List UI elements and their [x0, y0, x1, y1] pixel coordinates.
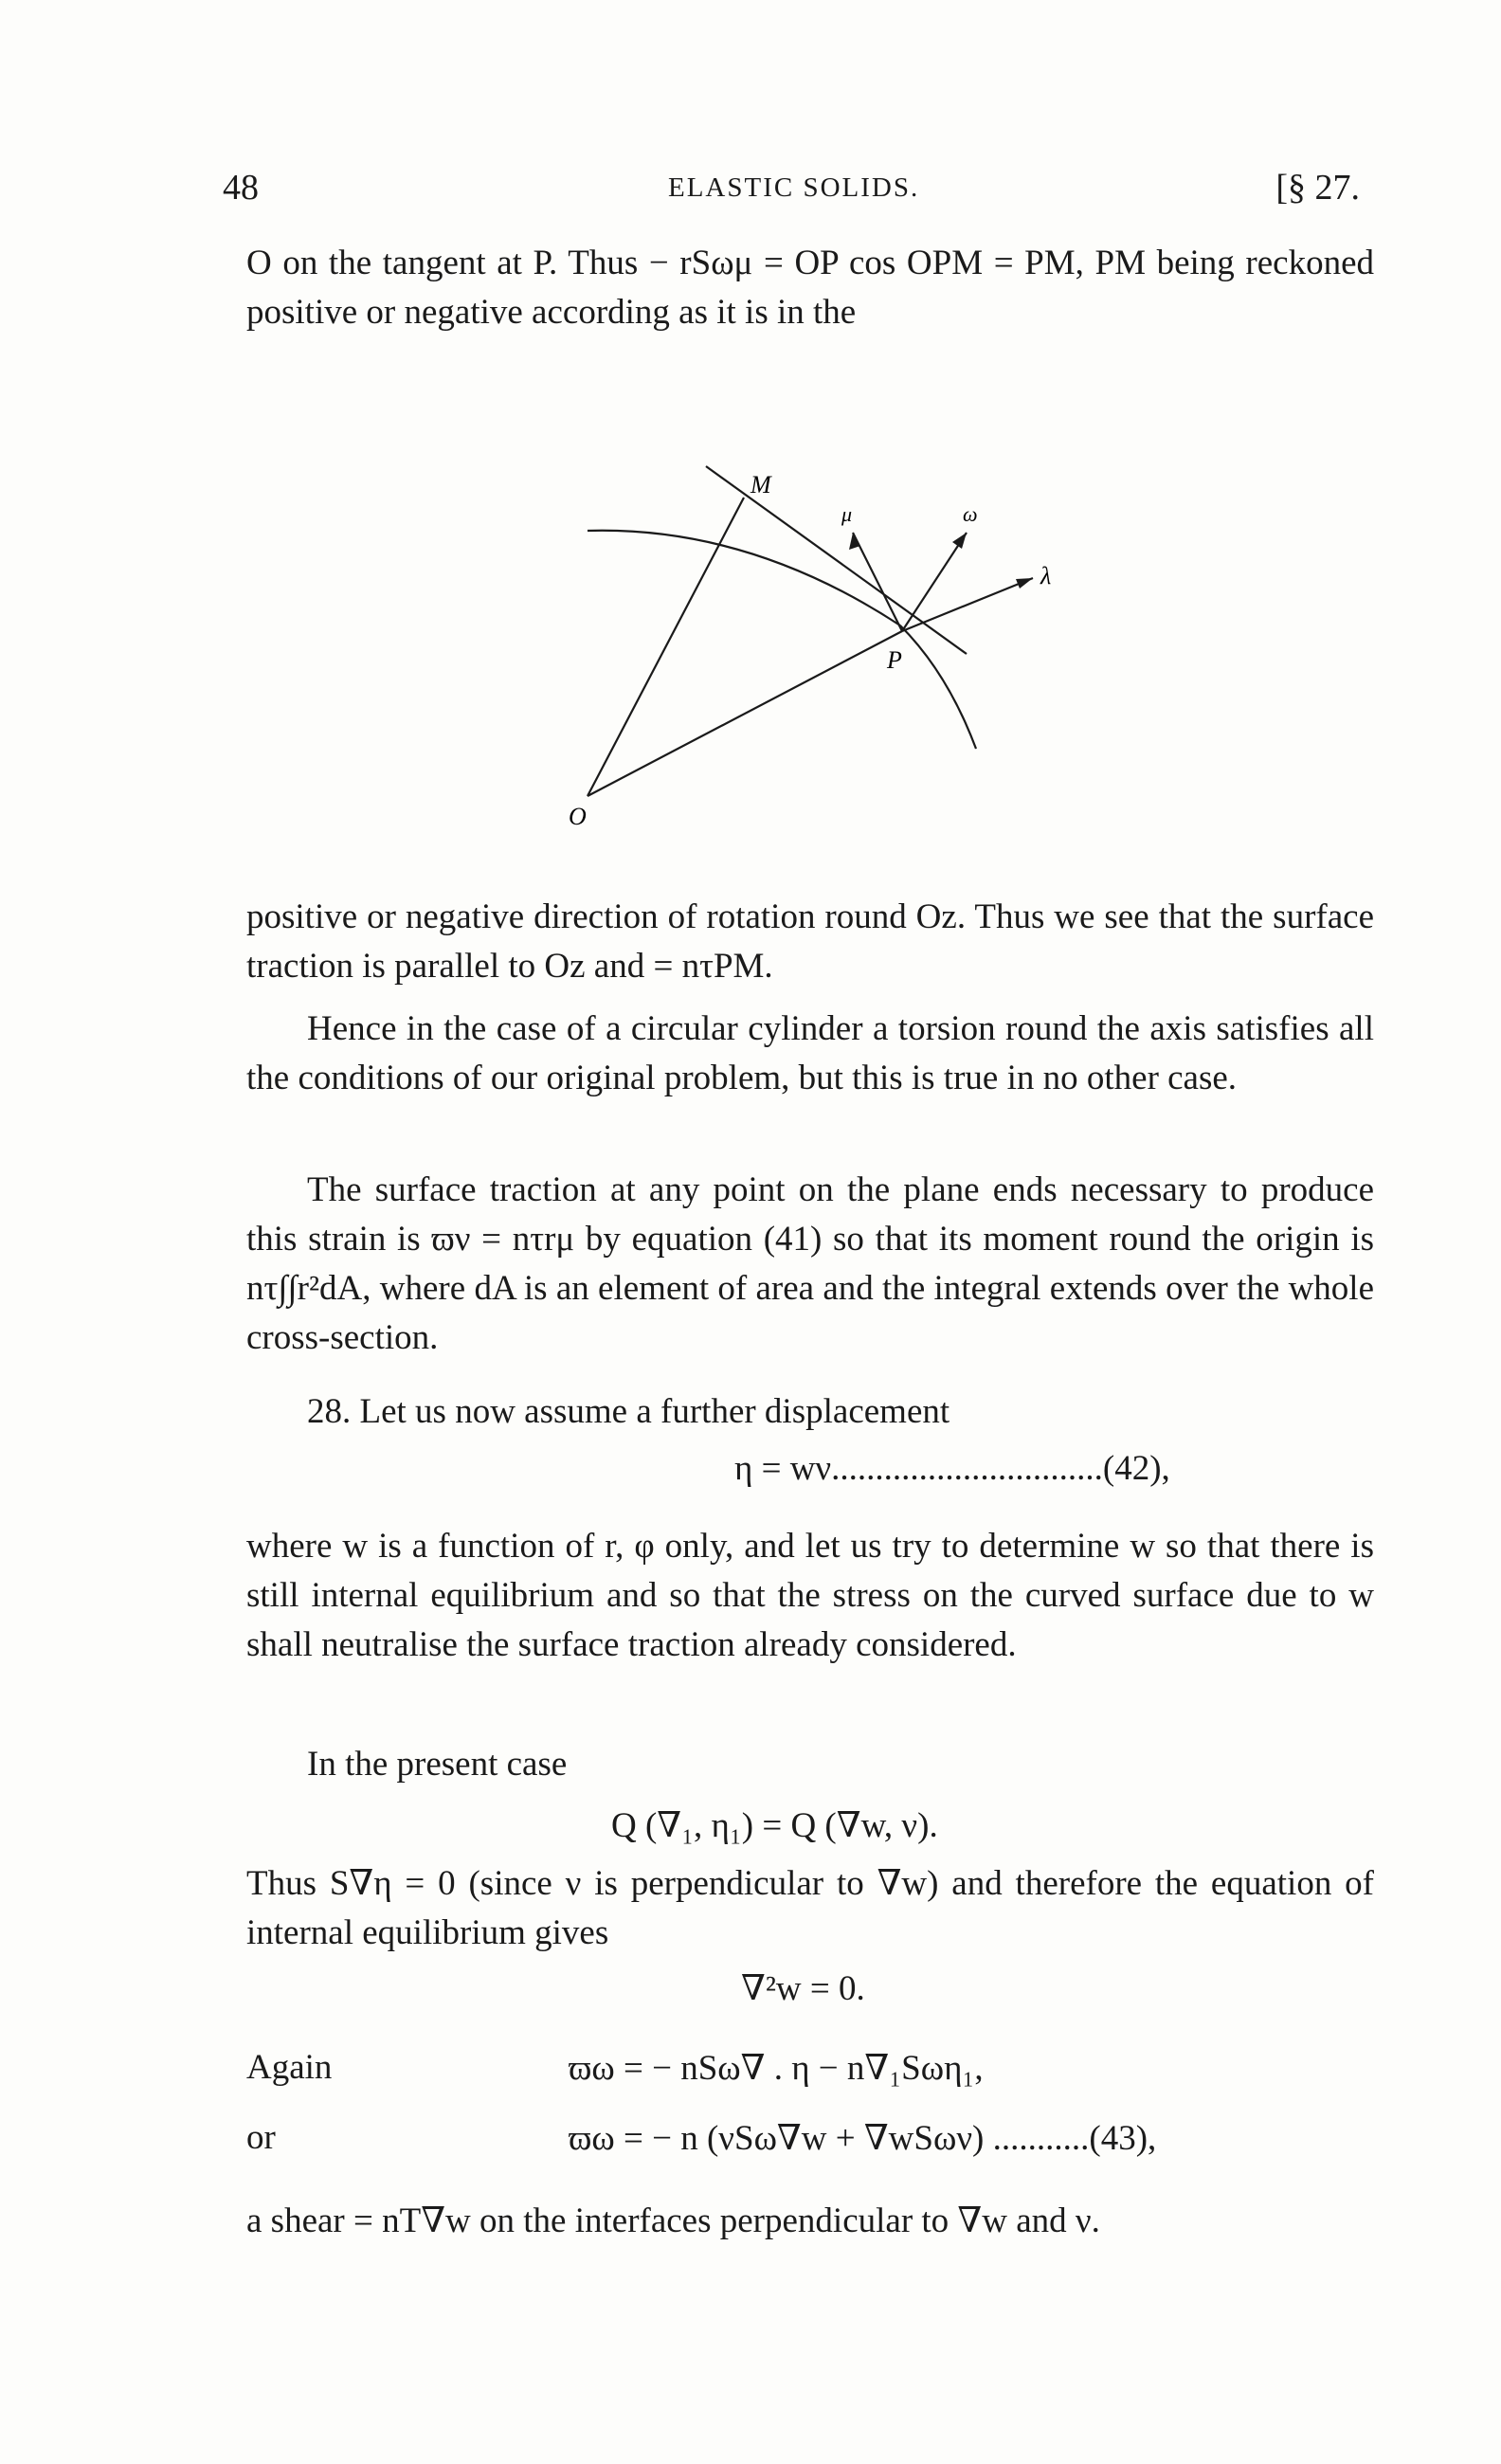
equation-laplace: ∇²w = 0. [741, 1969, 865, 2008]
paragraph-7: In the present case [307, 1745, 568, 1784]
paragraph-6: where w is a function of r, φ only, and let us try to determine w so that there is still internal equilibrium and so that the stress on the curved surface due to w shall neutralise the surface traction already considered. [246, 1527, 1374, 1664]
page-number: 48 [223, 168, 259, 208]
vector-omega [902, 533, 967, 631]
paragraph-8: Thus S∇η = 0 (since ν is perpendicular to ∇w) and therefore the equation of internal equilibrium gives [246, 1864, 1374, 1952]
or-label: or [246, 2118, 276, 2157]
section-reference: [§ 27. [1275, 168, 1360, 208]
paragraph-1: O on the tangent at P. Thus − rSωμ = OP cos OPM = PM, PM being reckoned positive or negative according as it is in the [246, 244, 1374, 332]
vector-lambda [902, 578, 1033, 631]
tangent-line [706, 466, 967, 654]
page-header [223, 167, 1360, 224]
line-OP [588, 631, 902, 796]
paragraph-2: positive or negative direction of rotation round Oz. Thus we see that the surface traction is parallel to Oz and = nτPM. [246, 897, 1374, 986]
again-label: Again [246, 2048, 333, 2087]
running-title: ELASTIC SOLIDS. [668, 172, 920, 203]
equation-42: η = wν...............................(42), [734, 1449, 1170, 1488]
label-lambda: λ [1040, 562, 1052, 589]
equation-43: ϖω = − n (νSω∇w + ∇wSων) ...........(43), [569, 2119, 1157, 2158]
arrowhead-omega [952, 533, 967, 549]
line-OM [588, 498, 744, 796]
label-O: O [569, 803, 587, 830]
arrowhead-lambda [1016, 578, 1033, 589]
geometry-figure [531, 445, 1061, 862]
curve-arc-lower [900, 625, 976, 749]
paragraph-3: Hence in the case of a circular cylinder a torsion round the axis satisfies all the conditions of our original problem, but this is true in no other case. [246, 1009, 1374, 1097]
equation-q: Q (∇₁, η₁) = Q (∇w, ν). [611, 1806, 938, 1845]
paragraph-4: The surface traction at any point on the plane ends necessary to produce this strain is ϖν = nτrμ by equation (41) so that its moment round the origin is nτ∫∫r²dA, where dA is an element of area and the integral extends over the whole cross-section. [246, 1170, 1374, 1357]
label-P: P [887, 646, 902, 674]
label-omega: ω [963, 502, 978, 526]
paragraph-9: a shear = nT∇w on the interfaces perpendicular to ∇w and ν. [246, 2201, 1100, 2240]
equation-again: ϖω = − nSω∇ . η − n∇₁Sωη₁, [569, 2049, 984, 2088]
paragraph-5: 28. Let us now assume a further displacement [307, 1392, 950, 1431]
label-M: M [750, 471, 771, 498]
vector-mu [853, 533, 902, 631]
figure-svg [531, 445, 1061, 862]
label-mu: μ [841, 502, 853, 526]
